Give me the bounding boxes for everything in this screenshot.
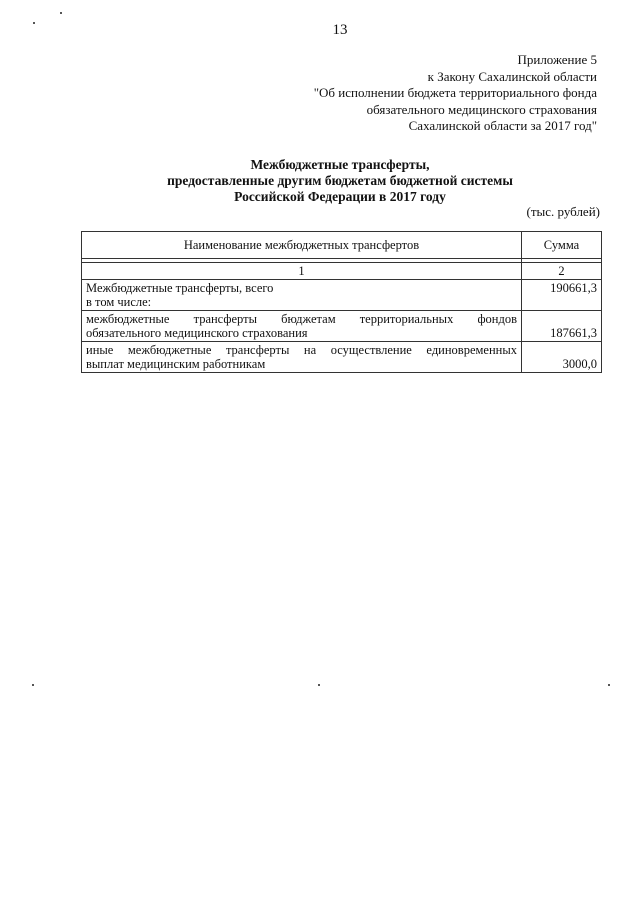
- appendix-line: к Закону Сахалинской области: [427, 68, 597, 84]
- column-number: 2: [522, 263, 602, 280]
- column-number: 1: [82, 263, 522, 280]
- row-name-line: межбюджетные трансферты бюджетам территориальных фондов: [86, 312, 517, 326]
- appendix-line: Сахалинской области за 2017 год": [408, 118, 597, 133]
- appendix-reference: [314, 52, 597, 135]
- row-name: [82, 342, 522, 373]
- header-name: Наименование межбюджетных трансфертов: [82, 232, 522, 259]
- scan-speck: [60, 12, 62, 14]
- document-title: [90, 157, 590, 205]
- row-name-line: Межбюджетные трансферты, всего: [86, 281, 274, 295]
- row-name-line: выплат медицинским работникам: [86, 357, 266, 371]
- title-line: предоставленные другим бюджетам бюджетной системы: [167, 173, 513, 188]
- row-name-line: обязательного медицинского страхования: [86, 326, 308, 340]
- table-header-row: [82, 232, 602, 259]
- row-name: [82, 280, 522, 311]
- table-row: [82, 342, 602, 373]
- title-line: Межбюджетные трансферты,: [250, 157, 430, 172]
- row-name-line: иные межбюджетные трансферты на осуществление единовременных: [86, 343, 517, 357]
- row-name-line: в том числе:: [86, 295, 152, 309]
- row-sum: 3000,0: [522, 342, 602, 373]
- row-name: [82, 311, 522, 342]
- appendix-line: обязательного медицинского страхования: [366, 101, 597, 117]
- scan-speck: [608, 684, 610, 686]
- appendix-line: "Об исполнении бюджета территориального фонда: [313, 85, 597, 100]
- row-sum: 187661,3: [522, 311, 602, 342]
- header-sum: Сумма: [522, 232, 602, 259]
- appendix-line: Приложение 5: [517, 52, 597, 67]
- title-line: Российской Федерации в 2017 году: [234, 189, 446, 204]
- table-row: [82, 280, 602, 311]
- row-sum: 190661,3: [522, 280, 602, 311]
- transfers-table: [81, 231, 602, 373]
- table-row: [82, 311, 602, 342]
- column-numbers-row: [82, 263, 602, 280]
- scan-speck: [33, 22, 35, 24]
- scan-speck: [32, 684, 34, 686]
- scan-speck: [318, 684, 320, 686]
- units-label: (тыс. рублей): [526, 204, 600, 219]
- page-number: 13: [332, 22, 348, 38]
